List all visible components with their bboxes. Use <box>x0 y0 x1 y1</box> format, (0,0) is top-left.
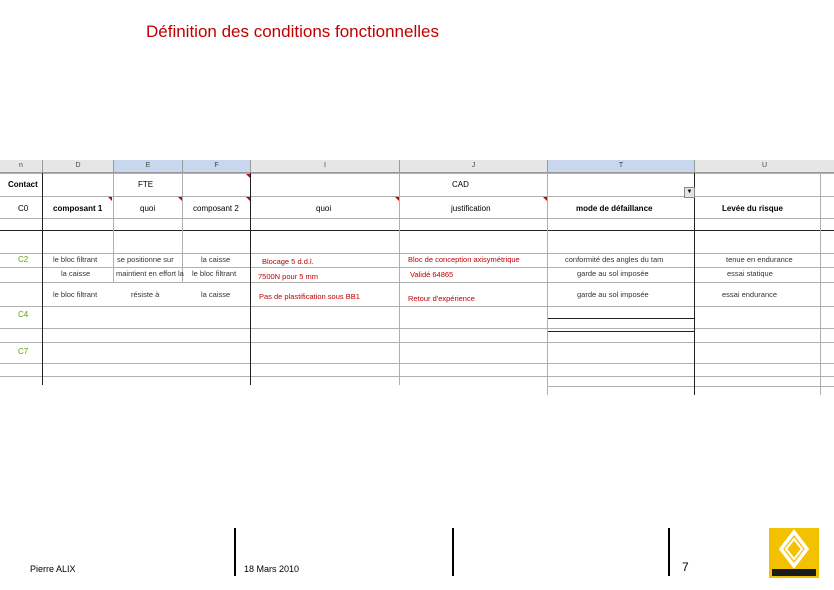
grid-line <box>820 173 821 395</box>
spreadsheet <box>0 160 834 395</box>
grid-line <box>0 282 834 283</box>
header-c0: C0 <box>18 204 29 213</box>
renault-diamond-icon <box>769 528 819 578</box>
grid-line <box>0 196 834 197</box>
column-header-u[interactable]: U <box>695 160 834 173</box>
cell-justification[interactable]: Bloc de conception axisymétrique <box>408 255 520 264</box>
cell-composant2[interactable]: la caisse <box>201 290 231 299</box>
footer-divider <box>234 528 236 576</box>
grid-line <box>0 306 834 307</box>
renault-logo <box>769 528 819 578</box>
grid-line-thick <box>548 318 694 319</box>
cell-mode-defaillance[interactable]: garde au sol imposée <box>577 269 649 278</box>
comment-marker-icon[interactable] <box>246 174 250 178</box>
header-quoi-cad: quoi <box>316 204 332 213</box>
header-quoi: quoi <box>140 204 156 213</box>
cell-composant2[interactable]: le bloc filtrant <box>192 269 237 278</box>
cell-levee-risque[interactable]: essai statique <box>727 269 773 278</box>
comment-marker-icon[interactable] <box>395 197 399 201</box>
cell-quoi-cad[interactable]: Blocage 5 d.d.l. <box>262 257 314 266</box>
column-header-t[interactable]: T <box>548 160 695 173</box>
column-header-e[interactable]: E <box>114 160 183 173</box>
grid-line <box>547 173 548 395</box>
row-id: C4 <box>18 310 29 319</box>
grid-line-thick <box>694 173 695 395</box>
cell-mode-defaillance[interactable]: conformité des angles du tam <box>565 255 664 264</box>
grid-line-thick <box>0 230 834 231</box>
header-contact: Contact <box>8 180 38 189</box>
header-mode-defaillance: mode de défaillance <box>576 204 653 213</box>
grid-line-thick <box>250 173 251 385</box>
grid-line <box>0 328 834 329</box>
cell-levee-risque[interactable]: tenue en endurance <box>726 255 793 264</box>
row-id: C7 <box>18 347 29 356</box>
grid-line <box>0 363 834 364</box>
footer-date: 18 Mars 2010 <box>244 564 300 574</box>
cell-justification[interactable]: Validé 64865 <box>410 270 454 279</box>
grid-line <box>113 173 114 283</box>
cell-quoi[interactable]: maintient en effort la <box>116 269 184 278</box>
row-id: C2 <box>18 255 29 264</box>
cell-quoi-cad[interactable]: 7500N pour 5 mm <box>258 272 319 281</box>
column-header-i[interactable]: I <box>251 160 400 173</box>
grid-line <box>548 386 834 387</box>
chevron-down-icon[interactable]: ▼ <box>684 187 695 198</box>
cell-composant1[interactable]: la caisse <box>61 269 91 278</box>
header-fte: FTE <box>138 180 154 189</box>
footer-divider <box>668 528 670 576</box>
header-levee-risque: Levée du risque <box>722 204 783 213</box>
cell-levee-risque[interactable]: essai endurance <box>722 290 778 299</box>
column-header-d[interactable]: D <box>43 160 114 173</box>
grid-line <box>0 173 834 174</box>
header-composant1: composant 1 <box>53 204 103 213</box>
cell-composant2[interactable]: la caisse <box>201 255 231 264</box>
column-header-j[interactable]: J <box>400 160 548 173</box>
footer-divider <box>452 528 454 576</box>
page-number: 7 <box>682 560 689 574</box>
grid-line <box>182 173 183 283</box>
header-composant2: composant 2 <box>193 204 239 213</box>
grid-line <box>399 173 400 385</box>
cell-justification[interactable]: Retour d'expérience <box>408 294 475 303</box>
grid-line-thick <box>548 331 694 332</box>
column-header-n[interactable]: n <box>0 160 43 173</box>
footer-author: Pierre ALIX <box>30 564 76 574</box>
cell-quoi[interactable]: résiste à <box>131 290 160 299</box>
page-title: Définition des conditions fonctionnelles <box>146 22 439 41</box>
cell-mode-defaillance[interactable]: garde au sol imposée <box>577 290 649 299</box>
grid-line <box>0 218 834 219</box>
comment-marker-icon[interactable] <box>246 197 250 201</box>
comment-marker-icon[interactable] <box>543 197 547 201</box>
comment-marker-icon[interactable] <box>108 197 112 201</box>
grid-line <box>0 253 834 254</box>
cell-quoi-cad[interactable]: Pas de plastification sous BB1 <box>259 292 360 301</box>
grid-line <box>0 342 834 343</box>
grid-line <box>0 267 834 268</box>
cell-composant1[interactable]: le bloc filtrant <box>53 255 98 264</box>
header-justification: justification <box>451 204 491 213</box>
grid-line <box>0 376 834 377</box>
grid-line-thick <box>42 173 43 385</box>
column-header-f[interactable]: F <box>183 160 251 173</box>
comment-marker-icon[interactable] <box>178 197 182 201</box>
header-cad: CAD <box>452 180 469 189</box>
cell-quoi[interactable]: se positionne sur <box>117 255 174 264</box>
cell-composant1[interactable]: le bloc filtrant <box>53 290 98 299</box>
